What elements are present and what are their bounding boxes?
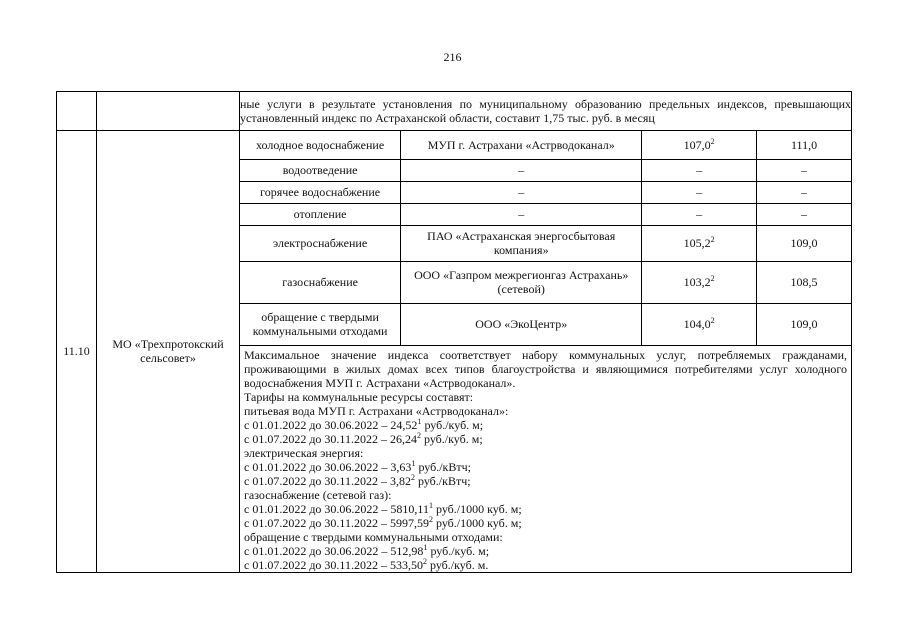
provider-name: ООО «ЭкоЦентр»: [401, 303, 642, 345]
services-block: [240, 131, 852, 573]
service-row: [240, 131, 851, 159]
tariff-line-text: электрическая энергия:: [244, 445, 364, 460]
index-value-1: [642, 181, 757, 203]
tariff-line: [244, 558, 847, 572]
footnote-marker: 2: [423, 556, 427, 566]
footnote-marker: 1: [423, 542, 428, 552]
index-value-1-text: 105,2: [683, 236, 711, 250]
tariff-table: [56, 91, 852, 573]
service-name: холодное водоснабжение: [240, 131, 401, 159]
service-row: [240, 261, 851, 303]
tariff-line: [244, 404, 847, 418]
index-value-1: [642, 225, 757, 261]
tariff-line-text: с 01.01.2022 до 30.06.2022 – 5810,11: [244, 501, 429, 516]
footnote-marker: 1: [411, 458, 416, 468]
tariff-line-text: с 01.01.2022 до 30.06.2022 – 512,98: [244, 543, 424, 558]
tariff-line-text: обращение с твердыми коммунальными отходами:: [244, 529, 503, 544]
index-value-1: [642, 303, 757, 345]
tariff-line-unit: руб./кВтч;: [415, 459, 472, 474]
provider-name: МУП г. Астрахани «Астрводоканал»: [401, 131, 642, 159]
tariffs-heading: Тарифы на коммунальные ресурсы составят:: [244, 389, 474, 404]
index-value-1-text: 103,2: [683, 275, 711, 289]
tariff-line: [244, 530, 847, 544]
tariff-line: [244, 516, 847, 530]
index-value-2: 111,0: [757, 131, 851, 159]
tariff-line-text: газоснабжение (сетевой газ):: [244, 487, 392, 502]
tariff-line-text: с 01.01.2022 до 30.06.2022 – 3,63: [244, 459, 412, 474]
index-value-1: [642, 261, 757, 303]
index-value-1-text: 107,0: [683, 137, 711, 152]
note-block: [240, 346, 851, 572]
row-number: 11.10: [57, 131, 97, 573]
index-value-2: –: [757, 203, 851, 225]
footnote-marker: 1: [429, 500, 433, 510]
service-row: [240, 203, 851, 225]
provider-name: –: [401, 181, 642, 203]
tariff-lines: [244, 404, 847, 572]
tariff-line: [244, 418, 847, 432]
tariff-line-text: питьевая вода МУП г. Астрахани «Астрводоканал»:: [244, 403, 509, 418]
provider-name: –: [401, 203, 642, 225]
index-value-1-text: –: [696, 163, 703, 177]
index-value-1: [642, 131, 757, 159]
service-name: обращение с твердыми коммунальными отходами: [240, 303, 401, 345]
index-value-1-text: –: [696, 207, 703, 221]
footnote-marker: 2: [710, 316, 715, 325]
service-row: [240, 303, 851, 345]
tariff-line-unit: руб./куб. м;: [427, 543, 490, 558]
tariff-line-unit: руб./куб. м;: [421, 431, 483, 446]
intro-text: ные услуги в результате установления по муниципальному образованию предельных индексов, превышающих установленный индекс по Астраханской области, составит 1,75 тыс. руб. в месяц: [240, 92, 852, 131]
tariff-line-unit: руб./куб. м;: [421, 417, 484, 432]
service-name: отопление: [240, 203, 401, 225]
empty-municipality-cell: [97, 92, 240, 131]
service-row: [240, 159, 851, 181]
table-row-11-10: [57, 131, 852, 573]
provider-name: ПАО «Астраханская энергосбытовая компания»: [401, 225, 642, 261]
tariff-line-unit: руб./кВтч;: [415, 473, 471, 488]
index-value-2: –: [757, 159, 851, 181]
empty-number-cell: [57, 92, 97, 131]
provider-name: –: [401, 159, 642, 181]
index-value-2: –: [757, 181, 851, 203]
footnote-marker: 2: [429, 514, 433, 524]
tariff-line-text: с 01.07.2022 до 30.11.2022 – 3,82: [244, 473, 411, 488]
tariff-line: [244, 544, 847, 558]
table-row-continuation: [57, 92, 852, 131]
tariff-line-unit: руб./1000 куб. м;: [433, 501, 522, 516]
index-value-1-text: –: [696, 185, 703, 199]
tariff-line-text: с 01.07.2022 до 30.11.2022 – 5997,59: [244, 515, 429, 530]
provider-name: ООО «Газпром межрегионгаз Астрахань» (сетевой): [401, 261, 642, 303]
index-value-2: 109,0: [757, 225, 851, 261]
tariff-line: [244, 488, 847, 502]
tariff-line-unit: руб./куб. м.: [427, 557, 489, 572]
footnote-marker: 2: [710, 136, 715, 146]
tariff-line: [244, 446, 847, 460]
tariff-line-text: с 01.07.2022 до 30.11.2022 – 26,24: [244, 431, 417, 446]
municipality-name: МО «Трехпротокский сельсовет»: [97, 131, 240, 573]
tariff-line: [244, 474, 847, 488]
index-value-1: [642, 159, 757, 181]
service-name: водоотведение: [240, 159, 401, 181]
tariff-line: [244, 502, 847, 516]
footnote-marker: 2: [417, 430, 421, 440]
index-value-2: 109,0: [757, 303, 851, 345]
service-name: горячее водоснабжение: [240, 181, 401, 203]
tariff-line-text: с 01.01.2022 до 30.06.2022 – 24,52: [244, 417, 418, 432]
tariff-line: [244, 432, 847, 446]
service-name: электроснабжение: [240, 225, 401, 261]
tariff-line: [244, 460, 847, 474]
page-number: 216: [443, 50, 462, 64]
index-value-1: [642, 203, 757, 225]
note-paragraph: Максимальное значение индекса соответствует набору коммунальных услуг, потребляемых гражданами, проживающими в жилых домах всех типов благоустройства и являющимися потребителями услуг холодного водоснабжения МУП г. Астрахани «Астрводоканал».: [244, 347, 847, 390]
services-table: [240, 131, 851, 346]
footnote-marker: 2: [411, 472, 415, 482]
footnote-marker: 1: [417, 416, 422, 426]
footnote-marker: 2: [710, 274, 715, 283]
footnote-marker: 2: [710, 235, 715, 244]
tariff-line-unit: руб./1000 куб. м;: [433, 515, 522, 530]
service-row: [240, 181, 851, 203]
index-value-2: 108,5: [757, 261, 851, 303]
tariff-line-text: с 01.07.2022 до 30.11.2022 – 533,50: [244, 557, 423, 572]
service-row: [240, 225, 851, 261]
service-name: газоснабжение: [240, 261, 401, 303]
index-value-1-text: 104,0: [683, 317, 711, 331]
